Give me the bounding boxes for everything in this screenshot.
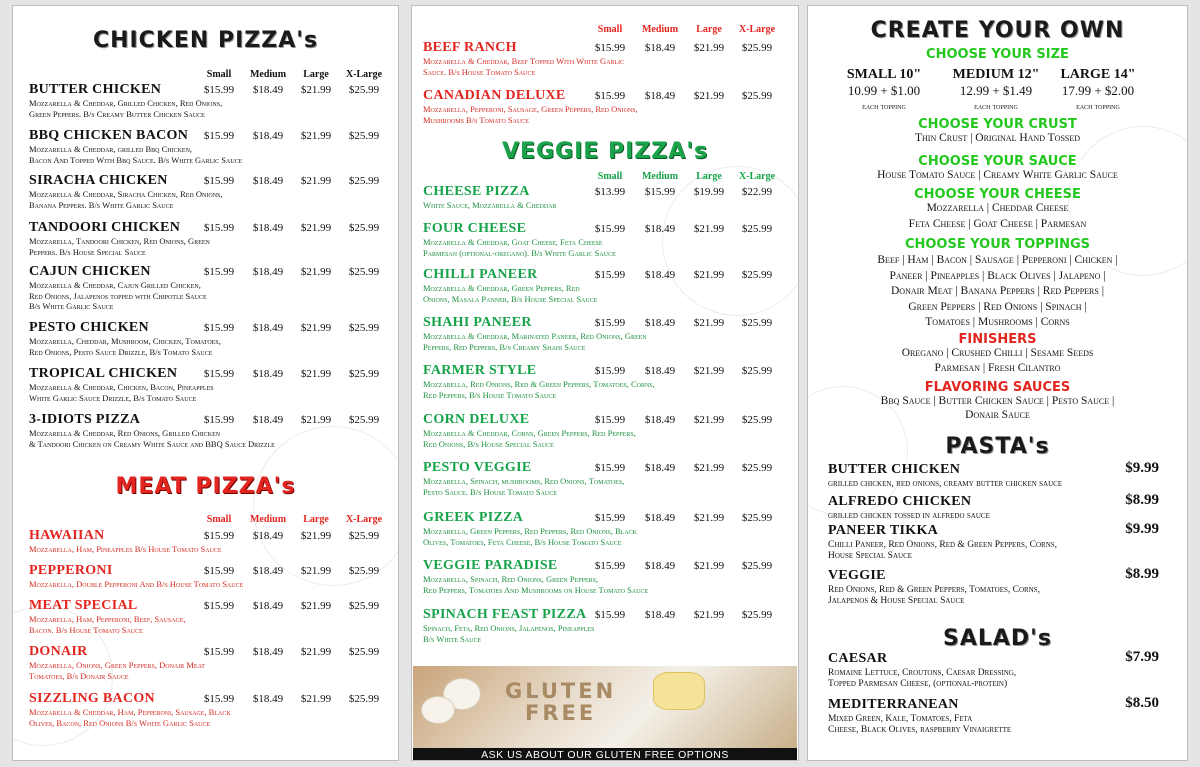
item-price: $15.99 bbox=[203, 175, 235, 187]
dish-description: grilled chicken tossed in alfredo sauce bbox=[828, 511, 990, 521]
option-line: Green Peppers | Red Onions | Spinach | bbox=[908, 300, 1087, 313]
option-line: Beef | Ham | Bacon | Sausage | Pepperoni | Chicken | bbox=[877, 254, 1118, 266]
item-price: $15.99 bbox=[203, 600, 235, 612]
dish-name: BUTTER CHICKEN bbox=[828, 462, 961, 477]
item-description: Mozzarella & Cheddar, Green Peppers, Red bbox=[423, 283, 580, 293]
item-name: CANADIAN DELUXE bbox=[423, 88, 566, 103]
item-price: $21.99 bbox=[693, 462, 725, 474]
item-description: Mozzarella, Ham, Pineapples B/s House Tomato Sauce bbox=[29, 544, 222, 554]
item-price: $19.99 bbox=[693, 186, 725, 198]
item-price: $25.99 bbox=[741, 90, 773, 102]
item-name: FARMER STYLE bbox=[423, 363, 537, 378]
option-line: Oregano | Crushed Chilli | Sesame Seeds bbox=[901, 347, 1094, 359]
option-line: Donair Meat | Banana Peppers | Red Peppers | bbox=[890, 285, 1105, 297]
item-price: $25.99 bbox=[348, 693, 380, 705]
size-price: 12.99 + $1.49 bbox=[959, 83, 1033, 98]
item-price: $25.99 bbox=[348, 322, 380, 334]
item-price: $25.99 bbox=[348, 368, 380, 380]
sauce-heading: CHOOSE YOUR SAUCE bbox=[918, 154, 1077, 169]
item-price: $25.99 bbox=[741, 512, 773, 524]
dish-description: Mixed Green, Kale, Tomatoes, Feta bbox=[828, 714, 973, 724]
option-line: Mozzarella | Cheddar Cheese bbox=[926, 202, 1069, 214]
item-description: Parmesan (optional-oregano). B/s White Garlic Sauce bbox=[423, 247, 616, 258]
size-header-row bbox=[13, 514, 398, 526]
gluten-free-banner bbox=[413, 666, 797, 748]
option-line: Paneer | Pineapples | Black Olives | Jalapeno | bbox=[889, 269, 1106, 282]
item-price: $18.49 bbox=[252, 414, 284, 426]
size-name: LARGE 14" bbox=[1060, 67, 1136, 82]
item-price: $21.99 bbox=[693, 609, 725, 621]
item-price: $15.99 bbox=[594, 269, 626, 281]
item-description: Onions, Masala Panner, B/s House Special Sauce bbox=[423, 293, 598, 304]
item-description: Mozzarella & Cheddar, Beef Topped With White Garlic bbox=[423, 56, 625, 66]
item-price: $15.99 bbox=[594, 317, 626, 329]
item-name: 3-IDIOTS PIZZA bbox=[29, 412, 141, 427]
item-name: SHAHI PANEER bbox=[423, 315, 532, 330]
item-name: VEGGIE PARADISE bbox=[423, 558, 558, 573]
item-name: CAJUN CHICKEN bbox=[29, 264, 151, 279]
item-description: Mozzarella, Double Pepperoni And B/s House Tomato Sauce bbox=[29, 579, 244, 589]
size-label: Medium bbox=[249, 69, 287, 80]
item-description: Mozzarella & Cheddar, Corns, Green Peppers, Red Peppers, bbox=[423, 428, 636, 438]
item-description: Mozzarella, Green Peppers, Red Peppers, Red Onions, Black bbox=[423, 526, 638, 536]
crust-options: Thin Crust | Original Hand Tossed bbox=[914, 132, 1081, 144]
crust-heading: CHOOSE YOUR CRUST bbox=[918, 117, 1077, 132]
pasta-title: PASTA's bbox=[945, 434, 1050, 459]
size-label: X-Large bbox=[345, 514, 383, 525]
item-price: $21.99 bbox=[693, 512, 725, 524]
item-name: PEPPERONI bbox=[29, 563, 113, 578]
item-name: GREEK PIZZA bbox=[423, 510, 524, 525]
item-price: $18.49 bbox=[644, 42, 676, 54]
toppings-heading: CHOOSE YOUR TOPPINGS bbox=[904, 237, 1091, 252]
item-description: Red Onions, Jalapenos topped with Chipotle Sauce bbox=[29, 290, 207, 301]
item-description: Peppers, Red Peppers, B/s Creamy Shahi Sauce bbox=[423, 341, 586, 352]
size-price: 17.99 + $2.00 bbox=[1061, 83, 1135, 98]
item-description: & Tandoori Chicken on Creamy White Sauce and BBQ Sauce Drizzle bbox=[29, 438, 275, 449]
item-price: $21.99 bbox=[300, 266, 332, 278]
decorative-sketch bbox=[253, 426, 399, 586]
item-price: $18.49 bbox=[644, 317, 676, 329]
dish-price: $8.99 bbox=[1125, 566, 1159, 582]
item-price: $15.99 bbox=[594, 42, 626, 54]
item-description: Pesto Sauce. B/s House Tomato Sauce bbox=[423, 486, 557, 497]
dish-description: House Special Sauce bbox=[828, 551, 913, 561]
item-price: $18.49 bbox=[644, 269, 676, 281]
item-name: SIRACHA CHICKEN bbox=[29, 173, 168, 188]
item-description: Banana Peppers. B/s White Garlic Sauce bbox=[29, 199, 174, 210]
item-name: MEAT SPECIAL bbox=[29, 598, 138, 613]
create-your-own-panel bbox=[807, 5, 1188, 761]
item-price: $21.99 bbox=[300, 84, 332, 96]
size-name: MEDIUM 12" bbox=[952, 67, 1040, 82]
dish-price: $9.99 bbox=[1125, 460, 1159, 476]
item-description: Mozzarella, Onions, Green Peppers, Donair Meat bbox=[29, 660, 205, 670]
item-description: B/s White Sauce bbox=[423, 633, 482, 644]
item-price: $25.99 bbox=[348, 266, 380, 278]
size-label: Large bbox=[303, 69, 329, 80]
item-price: $18.49 bbox=[644, 560, 676, 572]
item-description: Mozzarella, Cheddar, Mushroom, Chicken, Tomatoes, bbox=[29, 336, 221, 346]
item-description: Red Peppers, Tomatoes And Mushrooms on House Tomato Sauce bbox=[423, 584, 649, 595]
item-price: $25.99 bbox=[741, 223, 773, 235]
size-header-row bbox=[412, 171, 798, 183]
egg-image bbox=[421, 696, 455, 724]
dish-description: grilled chicken, red onions, creamy butter chicken sauce bbox=[828, 479, 1063, 489]
item-price: $15.99 bbox=[203, 565, 235, 577]
item-price: $13.99 bbox=[594, 186, 626, 198]
item-price: $25.99 bbox=[741, 269, 773, 281]
item-description: Bacon. B/s House Tomato Sauce bbox=[29, 624, 143, 635]
dish-description: Jalapenos & House Special Sauce bbox=[828, 596, 965, 606]
item-name: PESTO CHICKEN bbox=[29, 320, 149, 335]
item-price: $21.99 bbox=[693, 365, 725, 377]
item-price: $25.99 bbox=[741, 560, 773, 572]
item-price: $21.99 bbox=[693, 560, 725, 572]
size-name: SMALL 10" bbox=[846, 67, 922, 82]
item-price: $21.99 bbox=[300, 222, 332, 234]
item-price: $25.99 bbox=[348, 222, 380, 234]
dish-description: Romaine Lettuce, Croutons, Caesar Dressing, bbox=[828, 668, 1017, 678]
item-price: $21.99 bbox=[300, 530, 332, 542]
item-price: $21.99 bbox=[300, 414, 332, 426]
dish-name: VEGGIE bbox=[828, 568, 886, 583]
item-price: $18.49 bbox=[252, 84, 284, 96]
item-description: Mozzarella, Red Onions, Red & Green Peppers, Tomatoes, Corns, bbox=[423, 379, 655, 389]
size-label: Small bbox=[206, 514, 232, 525]
item-price: $25.99 bbox=[741, 317, 773, 329]
item-price: $25.99 bbox=[348, 530, 380, 542]
item-price: $15.99 bbox=[594, 560, 626, 572]
item-description: Mozzarella, Tandoori Chicken, Red Onions, Green bbox=[29, 236, 210, 246]
size-label: Small bbox=[206, 69, 232, 80]
item-price: $25.99 bbox=[348, 600, 380, 612]
item-name: TROPICAL CHICKEN bbox=[29, 366, 178, 381]
gluten-free-text bbox=[505, 680, 616, 724]
veggie-pizza-title: VEGGIE PIZZA's bbox=[501, 139, 709, 164]
item-price: $15.99 bbox=[594, 90, 626, 102]
option-line: Tomatoes | Mushrooms | Corns bbox=[925, 316, 1070, 328]
item-name: TANDOORI CHICKEN bbox=[29, 220, 181, 235]
size-header-row bbox=[412, 24, 798, 36]
size-label: X-Large bbox=[738, 171, 776, 182]
dish-name: CAESAR bbox=[828, 651, 888, 666]
item-description: Olives, Tomatoes, Feta Cheese, B/s House Tomato Sauce bbox=[423, 536, 622, 547]
size-label: Medium bbox=[249, 514, 287, 525]
item-price: $25.99 bbox=[348, 175, 380, 187]
gluten-free-notice: ASK US ABOUT OUR GLUTEN FREE OPTIONS bbox=[413, 748, 797, 761]
item-name: HAWAIIAN bbox=[29, 528, 105, 543]
item-price: $15.99 bbox=[203, 646, 235, 658]
size-option bbox=[829, 67, 939, 111]
item-name: BEEF RANCH bbox=[423, 40, 517, 55]
item-price: $21.99 bbox=[300, 600, 332, 612]
item-description: Olives, Bacon, Red Onions B/s White Garlic Sauce bbox=[29, 717, 211, 728]
item-name: SPINACH FEAST PIZZA bbox=[423, 607, 587, 622]
size-header-row bbox=[13, 69, 398, 81]
item-name: BBQ CHICKEN BACON bbox=[29, 128, 189, 143]
size-option bbox=[941, 67, 1051, 111]
dish-price: $8.99 bbox=[1125, 492, 1159, 508]
item-price: $15.99 bbox=[594, 365, 626, 377]
item-price: $25.99 bbox=[741, 42, 773, 54]
size-note: each topping bbox=[1076, 101, 1120, 111]
item-price: $15.99 bbox=[203, 322, 235, 334]
item-price: $25.99 bbox=[741, 609, 773, 621]
item-price: $18.49 bbox=[252, 175, 284, 187]
item-price: $15.99 bbox=[203, 368, 235, 380]
dish-price: $7.99 bbox=[1125, 649, 1159, 665]
item-price: $18.49 bbox=[644, 462, 676, 474]
dish-price: $8.50 bbox=[1125, 695, 1159, 711]
size-label: X-Large bbox=[345, 69, 383, 80]
butter-image bbox=[653, 672, 705, 710]
item-description: Mushrooms B/s Tomato Sauce bbox=[423, 114, 529, 125]
size-label: Large bbox=[303, 514, 329, 525]
meat-pizza-title: MEAT PIZZA's bbox=[115, 474, 296, 499]
item-description: Red Peppers, B/s House Tomato Sauce bbox=[423, 389, 556, 400]
item-price: $15.99 bbox=[203, 130, 235, 142]
item-price: $21.99 bbox=[300, 368, 332, 380]
finishers-heading: FINISHERS bbox=[958, 332, 1037, 347]
item-name: CHEESE PIZZA bbox=[423, 184, 530, 199]
item-price: $21.99 bbox=[300, 646, 332, 658]
item-price: $21.99 bbox=[300, 130, 332, 142]
item-price: $25.99 bbox=[348, 84, 380, 96]
item-price: $22.99 bbox=[741, 186, 773, 198]
item-description: Mozzarella & Cheddar, Goat Cheese, Feta Cheese bbox=[423, 237, 603, 247]
item-price: $15.99 bbox=[594, 462, 626, 474]
item-price: $15.99 bbox=[594, 609, 626, 621]
item-price: $15.99 bbox=[203, 266, 235, 278]
item-description: Mozzarella, Pepperoni, Sausage, Green Peppers, Red Onions, bbox=[423, 104, 638, 114]
item-description: Bacon And Topped With Bbq Sauce. B/s White Garlic Sauce bbox=[29, 154, 243, 165]
dish-description: Red Onions, Red & Green Peppers, Tomatoes, Corns, bbox=[828, 585, 1040, 595]
item-description: Sauce. B/s House Tomato Sauce bbox=[423, 66, 536, 77]
dish-description: Topped Parmesan Cheese, (optional-protein) bbox=[828, 679, 1008, 689]
dish-description: Cheese, Black Olives, raspberry Vinaigrette bbox=[828, 725, 1012, 735]
option-line: Bbq Sauce | Butter Chicken Sauce | Pesto Sauce | bbox=[880, 395, 1115, 407]
item-price: $18.49 bbox=[252, 368, 284, 380]
item-description: B/s White Garlic Sauce bbox=[29, 301, 114, 311]
item-price: $15.99 bbox=[644, 186, 676, 198]
item-name: PESTO VEGGIE bbox=[423, 460, 532, 475]
item-description: Mozzarella, Spinach, mushrooms, Red Onions, Tomatoes, bbox=[423, 476, 625, 486]
item-price: $15.99 bbox=[203, 693, 235, 705]
item-price: $18.49 bbox=[252, 565, 284, 577]
item-price: $21.99 bbox=[693, 42, 725, 54]
item-price: $18.49 bbox=[644, 223, 676, 235]
size-label: Medium bbox=[641, 171, 679, 182]
size-label: X-Large bbox=[738, 24, 776, 35]
item-name: FOUR CHEESE bbox=[423, 221, 527, 236]
item-description: Mozzarella & Cheddar, Siracha Chicken, Red Onions, bbox=[29, 189, 223, 199]
item-description: Mozzarella & Cheddar, grilled Bbq Chicken, bbox=[29, 144, 193, 154]
size-option bbox=[1043, 67, 1153, 111]
dish-description: Chilli Paneer, Red Onions, Red & Green Peppers, Corns, bbox=[828, 540, 1058, 550]
create-your-own-title: CREATE YOUR OWN bbox=[870, 18, 1125, 43]
size-label: Small bbox=[597, 171, 623, 182]
item-description: White Garlic Sauce Drizzle, B/s Tomato Sauce bbox=[29, 392, 197, 403]
decorative-sketch bbox=[662, 166, 799, 316]
item-price: $15.99 bbox=[203, 84, 235, 96]
size-label: Large bbox=[696, 24, 722, 35]
chicken-pizza-title: CHICKEN PIZZA's bbox=[92, 28, 319, 53]
item-price: $18.49 bbox=[644, 609, 676, 621]
option-line: Parmesan | Fresh Cilantro bbox=[934, 362, 1061, 374]
size-label: Medium bbox=[641, 24, 679, 35]
sauce-options: House Tomato Sauce | Creamy White Garlic Sauce bbox=[877, 169, 1118, 181]
item-description: Red Onions, B/s House Special Sauce bbox=[423, 438, 554, 449]
item-price: $18.49 bbox=[644, 414, 676, 426]
item-price: $18.49 bbox=[252, 222, 284, 234]
item-price: $21.99 bbox=[693, 317, 725, 329]
item-price: $18.49 bbox=[644, 90, 676, 102]
cheese-heading: CHOOSE YOUR CHEESE bbox=[914, 187, 1081, 202]
item-price: $21.99 bbox=[300, 175, 332, 187]
item-price: $18.49 bbox=[252, 693, 284, 705]
item-price: $25.99 bbox=[348, 565, 380, 577]
salad-title: SALAD's bbox=[942, 626, 1052, 651]
item-name: BUTTER CHICKEN bbox=[29, 82, 162, 97]
item-description: Mozzarella & Cheddar, Grilled Chicken, Red Onions, bbox=[29, 98, 223, 108]
item-price: $25.99 bbox=[741, 462, 773, 474]
item-price: $18.49 bbox=[252, 646, 284, 658]
item-price: $18.49 bbox=[644, 365, 676, 377]
item-name: SIZZLING BACON bbox=[29, 691, 155, 706]
size-heading: CHOOSE YOUR SIZE bbox=[926, 47, 1069, 62]
free-word: FREE bbox=[524, 701, 597, 725]
item-price: $15.99 bbox=[594, 223, 626, 235]
item-name: DONAIR bbox=[29, 644, 88, 659]
item-description: Mozzarella & Cheddar, Ham, Pepperoni, Sausage, Black bbox=[29, 707, 231, 717]
flavoring-heading: FLAVORING SAUCES bbox=[924, 380, 1071, 395]
dish-name: MEDITERRANEAN bbox=[828, 697, 959, 712]
item-price: $21.99 bbox=[693, 414, 725, 426]
item-price: $21.99 bbox=[300, 693, 332, 705]
dish-name: PANEER TIKKA bbox=[828, 523, 939, 538]
item-description: Mozzarella & Cheddar, Red Onions, Grilled Chicken bbox=[29, 428, 221, 438]
chicken-meat-panel bbox=[12, 5, 399, 761]
item-price: $21.99 bbox=[300, 565, 332, 577]
item-price: $15.99 bbox=[203, 530, 235, 542]
item-description: Green Peppers. B/s Creamy Butter Chicken Sauce bbox=[29, 108, 205, 119]
item-price: $25.99 bbox=[348, 646, 380, 658]
item-price: $18.49 bbox=[252, 322, 284, 334]
item-price: $21.99 bbox=[693, 269, 725, 281]
item-price: $21.99 bbox=[300, 322, 332, 334]
item-description: Tomatoes, B/s Donair Sauce bbox=[29, 670, 129, 681]
item-price: $18.49 bbox=[252, 600, 284, 612]
item-price: $15.99 bbox=[203, 414, 235, 426]
item-price: $25.99 bbox=[741, 414, 773, 426]
item-description: Red Onions, Pesto Sauce Drizzle, B/s Tomato Sauce bbox=[29, 346, 213, 357]
item-price: $15.99 bbox=[594, 512, 626, 524]
item-price: $15.99 bbox=[594, 414, 626, 426]
item-description: Mozzarella, Spinach, Red Onions, Green Peppers, bbox=[423, 574, 599, 584]
item-description: Mozzarella & Cheddar, Marinated Paneer, Red Onions, Green bbox=[423, 331, 647, 341]
item-price: $15.99 bbox=[203, 222, 235, 234]
item-price: $18.49 bbox=[644, 512, 676, 524]
option-line: Donair Sauce bbox=[965, 409, 1030, 421]
item-price: $18.49 bbox=[252, 266, 284, 278]
dish-name: ALFREDO CHICKEN bbox=[828, 494, 972, 509]
size-price: 10.99 + $1.00 bbox=[847, 83, 921, 98]
item-price: $21.99 bbox=[693, 223, 725, 235]
item-price: $25.99 bbox=[348, 130, 380, 142]
size-label: Small bbox=[597, 24, 623, 35]
item-description: White Sauce, Mozzarella & Cheddar bbox=[423, 200, 557, 210]
gluten-word: GLUTEN bbox=[505, 679, 617, 703]
item-description: Spinach, Feta, Red Onions, Jalapenos, Pineapples bbox=[423, 623, 595, 633]
item-description: Mozzarella, Ham, Pepperoni, Beef, Sausage, bbox=[29, 614, 186, 624]
size-note: each topping bbox=[974, 101, 1018, 111]
item-price: $21.99 bbox=[693, 90, 725, 102]
item-description: Peppers. B/s House Special Sauce bbox=[29, 246, 146, 257]
item-price: $25.99 bbox=[348, 414, 380, 426]
item-description: Mozzarella & Cheddar, Cajun Grilled Chicken, bbox=[29, 280, 201, 290]
item-description: Mozzarella & Cheddar, Chicken, Bacon, Pineapples bbox=[29, 382, 214, 392]
beef-veggie-panel bbox=[411, 5, 799, 761]
dish-price: $9.99 bbox=[1125, 521, 1159, 537]
item-name: CORN DELUXE bbox=[423, 412, 530, 427]
size-label: Large bbox=[696, 171, 722, 182]
item-name: CHILLI PANEER bbox=[423, 267, 538, 282]
item-price: $18.49 bbox=[252, 130, 284, 142]
option-line: Feta Cheese | Goat Cheese | Parmesan bbox=[908, 218, 1087, 230]
item-price: $18.49 bbox=[252, 530, 284, 542]
size-note: each topping bbox=[862, 101, 906, 111]
item-price: $25.99 bbox=[741, 365, 773, 377]
